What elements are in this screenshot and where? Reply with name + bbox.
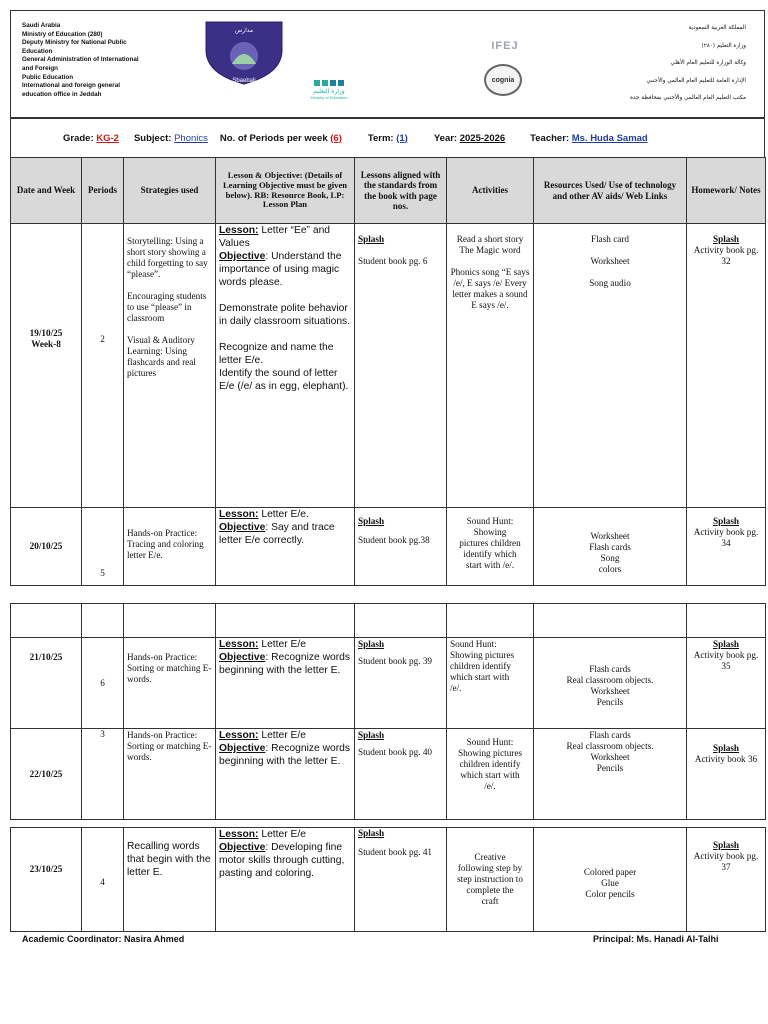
lesson-label: Lesson: [219, 829, 259, 840]
lesson-label: Lesson: [219, 730, 259, 741]
activity-item: Read a short story [456, 234, 524, 244]
term-value: (1) [396, 132, 408, 144]
book-cell [355, 224, 447, 508]
teacher-label: Teacher: [530, 132, 570, 144]
resources-cell [534, 638, 687, 729]
date: 19/10/25 [29, 328, 63, 338]
lesson-cell [216, 828, 355, 932]
activities-cell [447, 729, 534, 820]
objective-text: : Understand the importance of using magic words please. [219, 251, 342, 288]
date-cell: 20/10/25 [11, 508, 82, 586]
lesson-label: Lesson: [219, 225, 259, 236]
cognia-text: cognia [491, 76, 515, 84]
lesson-label: Lesson: [219, 509, 259, 520]
objective-text: : Recognize words beginning with the letter E. [219, 652, 351, 676]
resources-cell [534, 828, 687, 932]
week: Week-8 [31, 339, 61, 349]
resource-item: Worksheet [590, 256, 630, 266]
header-left-block [22, 22, 182, 99]
resource-item: Worksheet [590, 686, 630, 696]
header-right-line: مكتب التعليم العام العالمي والأجنبي بمحافظة جدة [630, 95, 746, 101]
resource-item: Worksheet [590, 530, 630, 541]
strategies-cell [124, 828, 216, 932]
activities-cell [447, 224, 534, 508]
periods-cell: 4 [82, 828, 124, 932]
lesson-plan-table-3 [10, 827, 766, 932]
homework-cell [687, 224, 766, 508]
objective-label: Objective [219, 251, 266, 262]
resource-item: Glue [601, 878, 619, 888]
strategy-item: Visual & Auditory Learning: Using flashcards and real pictures [127, 335, 196, 378]
homework-text: Activity book pg. 35 [693, 650, 759, 671]
objective-extra: Demonstrate polite behavior in daily classroom situations. [219, 303, 351, 327]
strategies-cell [124, 729, 216, 820]
strategies-cell [124, 224, 216, 508]
subject-value: Phonics [174, 132, 208, 144]
resource-item: Pencils [596, 763, 624, 773]
homework-cell [687, 508, 766, 586]
homework-text: Activity book pg. 34 [693, 527, 759, 548]
resource-item: Song audio [589, 278, 631, 288]
book-title: Splash [358, 516, 385, 526]
strategy-item: Hands-on Practice: Sorting or matching E-words. [127, 652, 212, 684]
info-bar [10, 118, 765, 158]
objective-text: : Say and trace letter E/e correctly. [219, 522, 335, 546]
resource-item: Pencils [596, 697, 624, 707]
homework-title: Splash [712, 743, 740, 753]
moe-logo-text: وزارة التعليم [313, 88, 345, 95]
objective-extra: Identify the sound of letter E/e (/e/ as in egg, elephant). [219, 368, 349, 392]
book-title: Splash [358, 828, 385, 838]
strategy-item: Storytelling: Using a short story showing a child forgetting to say “please”. [127, 236, 208, 279]
table-row [11, 224, 766, 508]
book-title: Splash [358, 730, 385, 740]
moe-logo [302, 80, 356, 110]
resource-item: Real classroom objects. [566, 741, 654, 751]
homework-text: Activity book pg. 32 [693, 245, 759, 266]
lesson-cell [216, 224, 355, 508]
principal-signature: Principal: Ms. Hanadi Al-Talhi [593, 934, 719, 944]
teacher-value: Ms. Huda Samad [571, 132, 648, 144]
header-right-block [566, 20, 746, 108]
year-label: Year: [433, 132, 458, 144]
homework-cell [687, 638, 766, 729]
school-logo [192, 14, 296, 86]
strategies-cell [124, 638, 216, 729]
homework-text: Activity book pg. 37 [693, 851, 759, 872]
homework-text: Activity book 36 [694, 754, 758, 764]
header-left-line: Public Education [22, 73, 74, 81]
periods-cell: 2 [82, 224, 124, 508]
cognia-badge [484, 64, 522, 96]
subject-label: Subject: [133, 132, 172, 144]
objective-label: Objective [219, 842, 266, 853]
date-cell: 21/10/25 [11, 638, 82, 729]
resource-item: colors [598, 563, 622, 574]
grade-label: Grade: [63, 132, 94, 144]
table-header-row [11, 158, 766, 224]
ifej-logo: IFEJ [491, 40, 519, 52]
col-header: Periods [82, 158, 124, 224]
moe-logo-sub: Ministry of Education [310, 95, 348, 100]
objective-extra: Recognize and name the letter E/e. [219, 342, 334, 366]
date-cell [11, 224, 82, 508]
header-left-line: Saudi Arabia [22, 22, 61, 29]
homework-title: Splash [712, 516, 740, 526]
book-page: Student book pg. 39 [358, 656, 433, 666]
lesson-text: Letter E/e [258, 730, 306, 741]
objective-label: Objective [219, 522, 266, 533]
lesson-plan-table-2 [10, 603, 766, 820]
book-cell [355, 729, 447, 820]
date-cell: 23/10/25 [11, 828, 82, 932]
activity-item: Sound Hunt: Showing pictures children identify which start with /e/. [450, 639, 515, 693]
grade-value: KG-2 [96, 132, 119, 144]
lesson-cell [216, 508, 355, 586]
svg-text:مدارس: مدارس [234, 27, 254, 34]
resource-item: Flash cards [589, 541, 631, 552]
blank-row [11, 604, 766, 638]
homework-cell [687, 729, 766, 820]
resource-item: Flash card [590, 234, 629, 244]
book-page: Student book pg. 6 [358, 256, 428, 266]
resource-item: Flash cards [589, 730, 631, 740]
header-left-line: and Foreign [22, 64, 59, 72]
book-page: Student book pg.38 [358, 535, 430, 545]
activity-item: Sound Hunt: Showing pictures children identify which start with /e/. [457, 737, 523, 791]
strategy-item: Hands-on Practice: Sorting or matching E-words. [127, 730, 212, 762]
header-right-line: وزارة التعليم (٢٨٠) [701, 42, 746, 49]
table-row [11, 729, 766, 820]
resource-item: Song [600, 552, 620, 563]
header-left-line: Deputy Ministry for National Public [22, 39, 127, 47]
homework-title: Splash [712, 639, 740, 649]
table-row [11, 828, 766, 932]
periods-cell: 6 [82, 638, 124, 729]
book-cell [355, 638, 447, 729]
resource-item: Colored paper [583, 867, 637, 877]
resource-item: Real classroom objects. [566, 675, 654, 685]
term-label: Term: [367, 132, 394, 144]
book-title: Splash [358, 234, 385, 244]
col-header: Activities [447, 158, 534, 224]
header-left-line: International and foreign general [22, 82, 120, 90]
periods-cell: 5 [82, 508, 124, 586]
school-logo-text: Sbaebali [232, 78, 256, 84]
activity-item: The Magic word [459, 245, 521, 255]
col-header: Homework/ Notes [687, 158, 766, 224]
resources-cell [534, 224, 687, 508]
date-cell: 22/10/25 [11, 729, 82, 820]
activities-cell [447, 828, 534, 932]
strategy-item: Hands-on Practice: Tracing and coloring letter E/e. [127, 528, 204, 560]
periods-cell: 3 [82, 729, 124, 820]
col-header: Strategies used [124, 158, 216, 224]
col-header: Lessons aligned with the standards from the book with page nos. [355, 158, 447, 224]
year-value: 2025-2026 [459, 132, 506, 144]
resources-cell [534, 508, 687, 586]
book-title: Splash [358, 639, 385, 649]
header-left-line: education office in Jeddah [22, 90, 102, 98]
resource-item: Worksheet [590, 752, 630, 762]
periods-value: (6) [330, 132, 342, 144]
header-left-line: General Administration of International [22, 56, 139, 64]
periods-label: No. of Periods per week [219, 132, 328, 144]
activity-item: Sound Hunt: Showing pictures children identify which start with /e/. [459, 516, 521, 570]
lesson-text: Letter E/e. [258, 509, 309, 520]
table-row [11, 508, 766, 586]
header-right-line: الإدارة العامة للتعليم العام العالمي والأجنبي [646, 77, 746, 84]
col-header: Resources Used/ Use of technology and other AV aids/ Web Links [534, 158, 687, 224]
lesson-plan-table-1 [10, 157, 766, 586]
table-row [11, 638, 766, 729]
activity-item: Creative following step by step instruction to complete the craft [457, 852, 523, 906]
objective-text: : Recognize words beginning with the letter E. [219, 743, 351, 767]
homework-title: Splash [712, 840, 740, 850]
lesson-text: Letter E/e [258, 829, 306, 840]
activities-cell [447, 638, 534, 729]
activity-item: Phonics song “E says /e/, E says /e/ Every letter makes a sound E says /e/. [450, 267, 530, 310]
coordinator-signature: Academic Coordinator: Nasira Ahmed [22, 934, 185, 944]
book-cell [355, 828, 447, 932]
objective-label: Objective [219, 652, 266, 663]
resource-item: Color pencils [585, 889, 635, 899]
strategy-item: Encouraging students to use “please” in classroom [127, 291, 207, 323]
resource-item: Flash cards [589, 664, 631, 674]
strategies-cell [124, 508, 216, 586]
header-right-line: وكالة الوزارة للتعليم العام الأهلي [670, 60, 746, 66]
strategy-item: Recalling words that begin with the letter E. [127, 841, 211, 878]
lesson-cell [216, 638, 355, 729]
header-left-line: Ministry of Education (280) [22, 30, 103, 38]
lesson-text: Letter “Ee” and Values [219, 225, 331, 249]
header-right-line: المملكة العربية السعودية [688, 25, 746, 31]
book-page: Student book pg. 40 [358, 747, 433, 757]
activities-cell [447, 508, 534, 586]
book-cell [355, 508, 447, 586]
header-left-line: Education [22, 47, 53, 55]
col-header: Date and Week [11, 158, 82, 224]
objective-text: : Developing fine motor skills through cutting, pasting and coloring. [219, 842, 345, 879]
homework-cell [687, 828, 766, 932]
homework-title: Splash [712, 234, 740, 244]
book-page: Student book pg. 41 [358, 847, 433, 857]
resources-cell [534, 729, 687, 820]
lesson-cell [216, 729, 355, 820]
lesson-label: Lesson: [219, 639, 259, 650]
objective-label: Objective [219, 743, 266, 754]
col-header: Lesson & Objective: (Details of Learning Objective must be given below). RB: Resource Book, LP: Lesson Plan [216, 158, 355, 224]
lesson-text: Letter E/e [258, 639, 306, 650]
